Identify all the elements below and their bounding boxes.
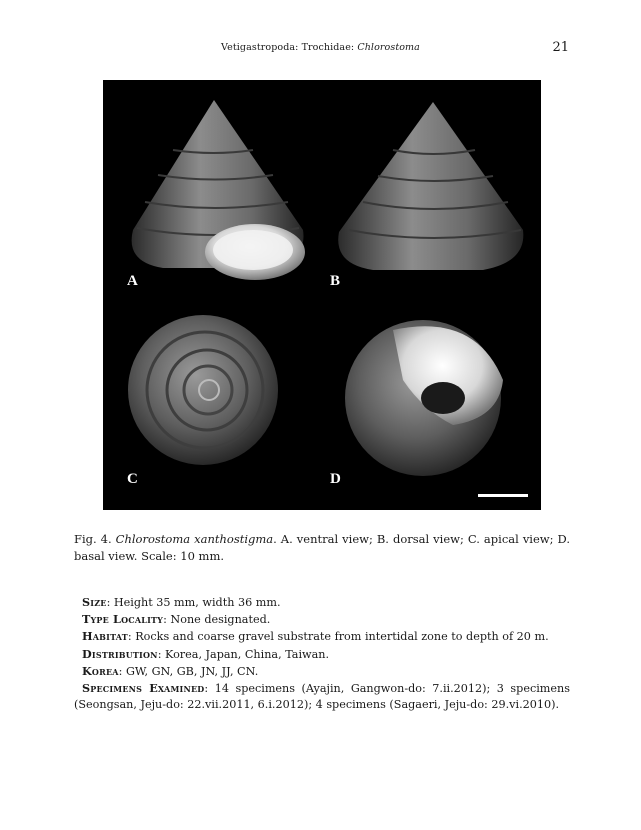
scale-bar xyxy=(478,494,528,497)
shell-ventral-view xyxy=(132,100,305,280)
caption-description: . A. ventral view; B. dorsal view; C. apical view; D. basal view. Scale: 10 mm. xyxy=(74,532,570,563)
shell-basal-view xyxy=(345,320,503,476)
field-text: : None designated. xyxy=(163,613,271,627)
field-label: Size xyxy=(82,595,107,609)
panel-label-b: B xyxy=(330,273,341,289)
field-distribution xyxy=(74,646,570,663)
field-label: Distribution xyxy=(82,646,158,661)
field-specimens-examined xyxy=(74,680,570,713)
species-account xyxy=(74,594,570,713)
figure-caption xyxy=(74,531,570,565)
shell-photographs xyxy=(103,80,541,510)
field-text: : 14 specimens (Ayajin, Gangwon-do: 7.ii.2012); 3 specimens (Seongsan, Jeju-do: 22.vii.2011, 6.i.2012); 4 specimens (Sagaeri, Jeju-do: 29.vi.2010). xyxy=(74,682,570,712)
panel-label-c: C xyxy=(127,471,138,487)
field-text: : Rocks and coarse gravel substrate from intertidal zone to depth of 20 m. xyxy=(127,630,549,644)
field-label: Habitat xyxy=(82,629,128,644)
figure-plate xyxy=(103,80,541,510)
shell-dorsal-view xyxy=(338,102,523,270)
running-title-prefix: Vetigastropoda: Trochidae: xyxy=(221,42,358,53)
field-label: Korea xyxy=(82,663,119,678)
caption-fig-label: Fig. 4. xyxy=(74,532,112,546)
running-title-genus: Chlorostoma xyxy=(357,42,420,53)
field-text: : GW, GN, GB, JN, JJ, CN. xyxy=(118,664,259,678)
field-size xyxy=(74,594,570,611)
field-habitat xyxy=(74,628,570,645)
field-text: : Korea, Japan, China, Taiwan. xyxy=(157,647,330,661)
panel-label-d: D xyxy=(330,471,341,487)
panel-label-a: A xyxy=(127,273,138,289)
page-number: 21 xyxy=(552,40,569,55)
running-header xyxy=(0,42,641,53)
field-label: Specimens Examined xyxy=(82,681,205,696)
caption-species: Chlorostoma xanthostigma xyxy=(115,532,274,546)
shell-apical-view xyxy=(128,315,278,465)
field-korea xyxy=(74,663,570,680)
field-label: Type Locality xyxy=(82,612,164,627)
field-type-locality xyxy=(74,611,570,628)
field-text: : Height 35 mm, width 36 mm. xyxy=(106,596,281,609)
